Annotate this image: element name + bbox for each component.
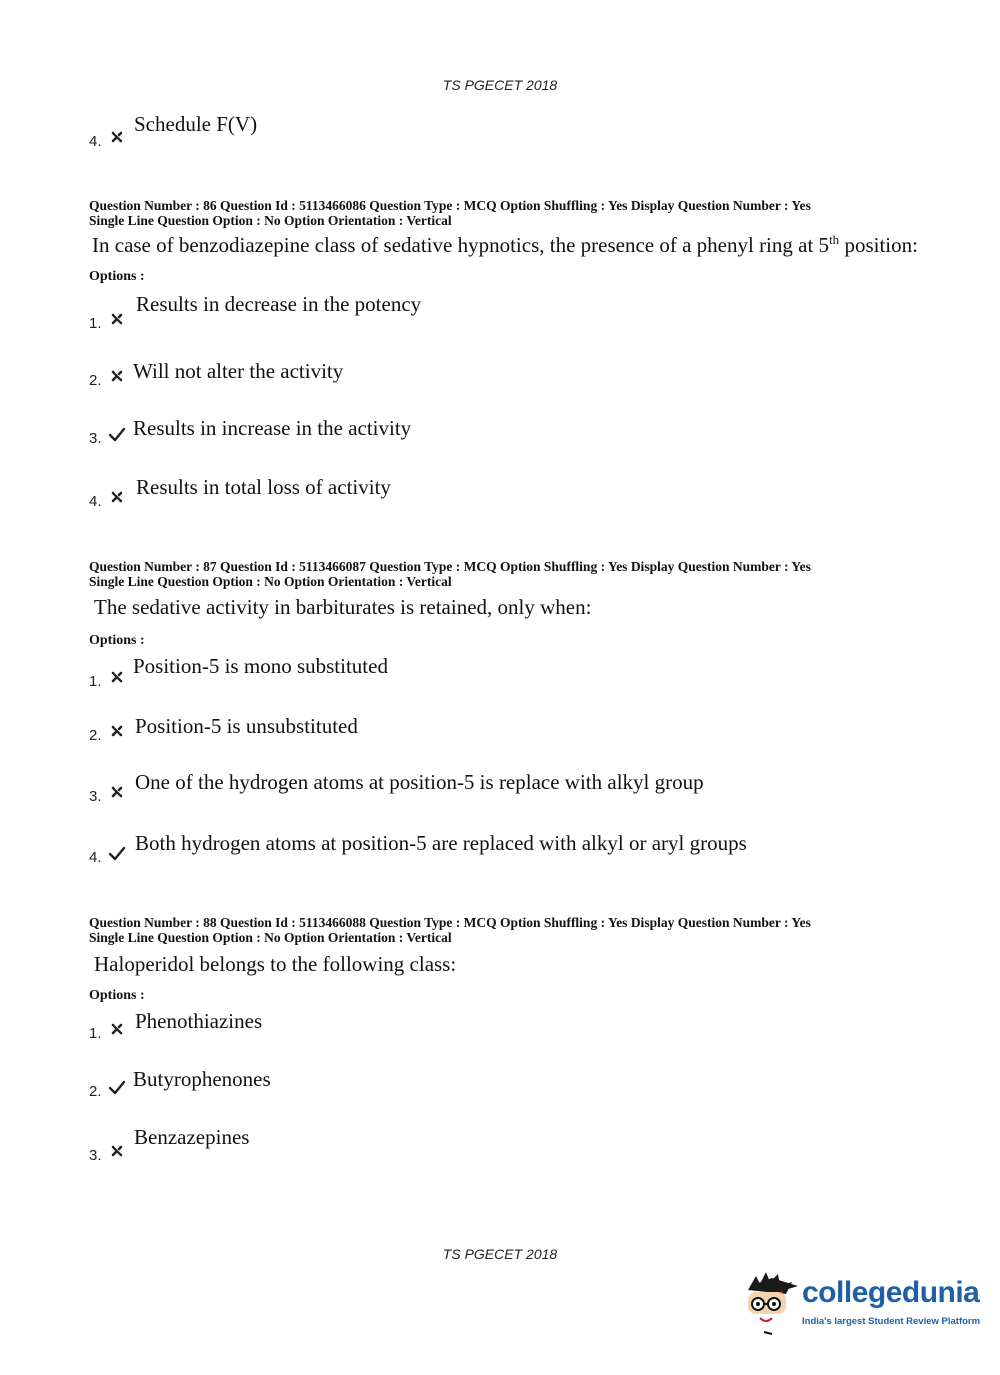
- correct-mark-icon: [108, 1079, 126, 1095]
- option-text: Position-5 is unsubstituted: [135, 714, 358, 738]
- question-text: The sedative activity in barbiturates is retained, only when:: [94, 595, 592, 619]
- page-footer: TS PGECET 2018: [442, 1246, 558, 1262]
- option-number: 3.: [89, 1147, 102, 1164]
- option-text: Benzazepines: [134, 1125, 250, 1149]
- wrong-mark-icon: [108, 723, 126, 739]
- option-text: Will not alter the activity: [133, 359, 344, 383]
- option-text: Position-5 is mono substituted: [133, 654, 388, 678]
- option-text: Results in increase in the activity: [133, 416, 412, 440]
- wrong-mark-icon: [108, 368, 126, 384]
- options-label: Options :: [89, 633, 145, 648]
- collegedunia-logo: [742, 1268, 981, 1340]
- wrong-mark-icon: [108, 489, 126, 505]
- option-text: Schedule F(V): [134, 112, 258, 136]
- options-label: Options :: [89, 988, 145, 1003]
- brand-tagline: India's largest Student Review Platform: [802, 1316, 981, 1327]
- option-text: Results in decrease in the potency: [136, 292, 422, 316]
- wrong-mark-icon: [108, 1021, 126, 1037]
- option-text: Both hydrogen atoms at position-5 are replaced with alkyl or aryl groups: [135, 831, 747, 855]
- wrong-mark-icon: [108, 1143, 126, 1159]
- question-meta: Question Number : 87 Question Id : 5113466087 Question Type : MCQ Option Shuffling : Yes Display Question Number : Yes Single Line Question Option : No Option Orientation : Vertical: [89, 559, 811, 589]
- option-text: Results in total loss of activity: [136, 475, 391, 499]
- option-number: 4.: [89, 849, 102, 866]
- question-text: Haloperidol belongs to the following class:: [94, 952, 457, 976]
- wrong-mark-icon: [108, 784, 126, 800]
- option-number: 4.: [89, 133, 102, 150]
- option-number: 2.: [89, 372, 102, 389]
- page-header: TS PGECET 2018: [442, 77, 558, 93]
- option-number: 3.: [89, 788, 102, 805]
- option-number: 2.: [89, 727, 102, 744]
- wrong-mark-icon: [108, 129, 126, 145]
- option-text: Butyrophenones: [133, 1067, 271, 1091]
- option-text: Phenothiazines: [135, 1009, 263, 1033]
- wrong-mark-icon: [108, 311, 126, 327]
- option-number: 4.: [89, 493, 102, 510]
- mascot-icon: [742, 1268, 802, 1340]
- option-text: One of the hydrogen atoms at position-5 is replace with alkyl group: [135, 770, 704, 794]
- correct-mark-icon: [108, 845, 126, 861]
- question-text: In case of benzodiazepine class of sedative hypnotics, the presence of a phenyl ring at 5th position:: [92, 232, 918, 257]
- wrong-mark-icon: [108, 669, 126, 685]
- question-meta: Question Number : 86 Question Id : 5113466086 Question Type : MCQ Option Shuffling : Yes Display Question Number : Yes Single Line Question Option : No Option Orientation : Vertical: [89, 198, 811, 228]
- option-number: 1.: [89, 1025, 102, 1042]
- question-meta: Question Number : 88 Question Id : 5113466088 Question Type : MCQ Option Shuffling : Yes Display Question Number : Yes Single Line Question Option : No Option Orientation : Vertical: [89, 915, 811, 945]
- option-number: 1.: [89, 673, 102, 690]
- option-number: 3.: [89, 430, 102, 447]
- options-label: Options :: [89, 269, 145, 284]
- option-number: 2.: [89, 1083, 102, 1100]
- correct-mark-icon: [108, 426, 126, 442]
- brand-name: collegedunia: [802, 1276, 980, 1309]
- option-number: 1.: [89, 315, 102, 332]
